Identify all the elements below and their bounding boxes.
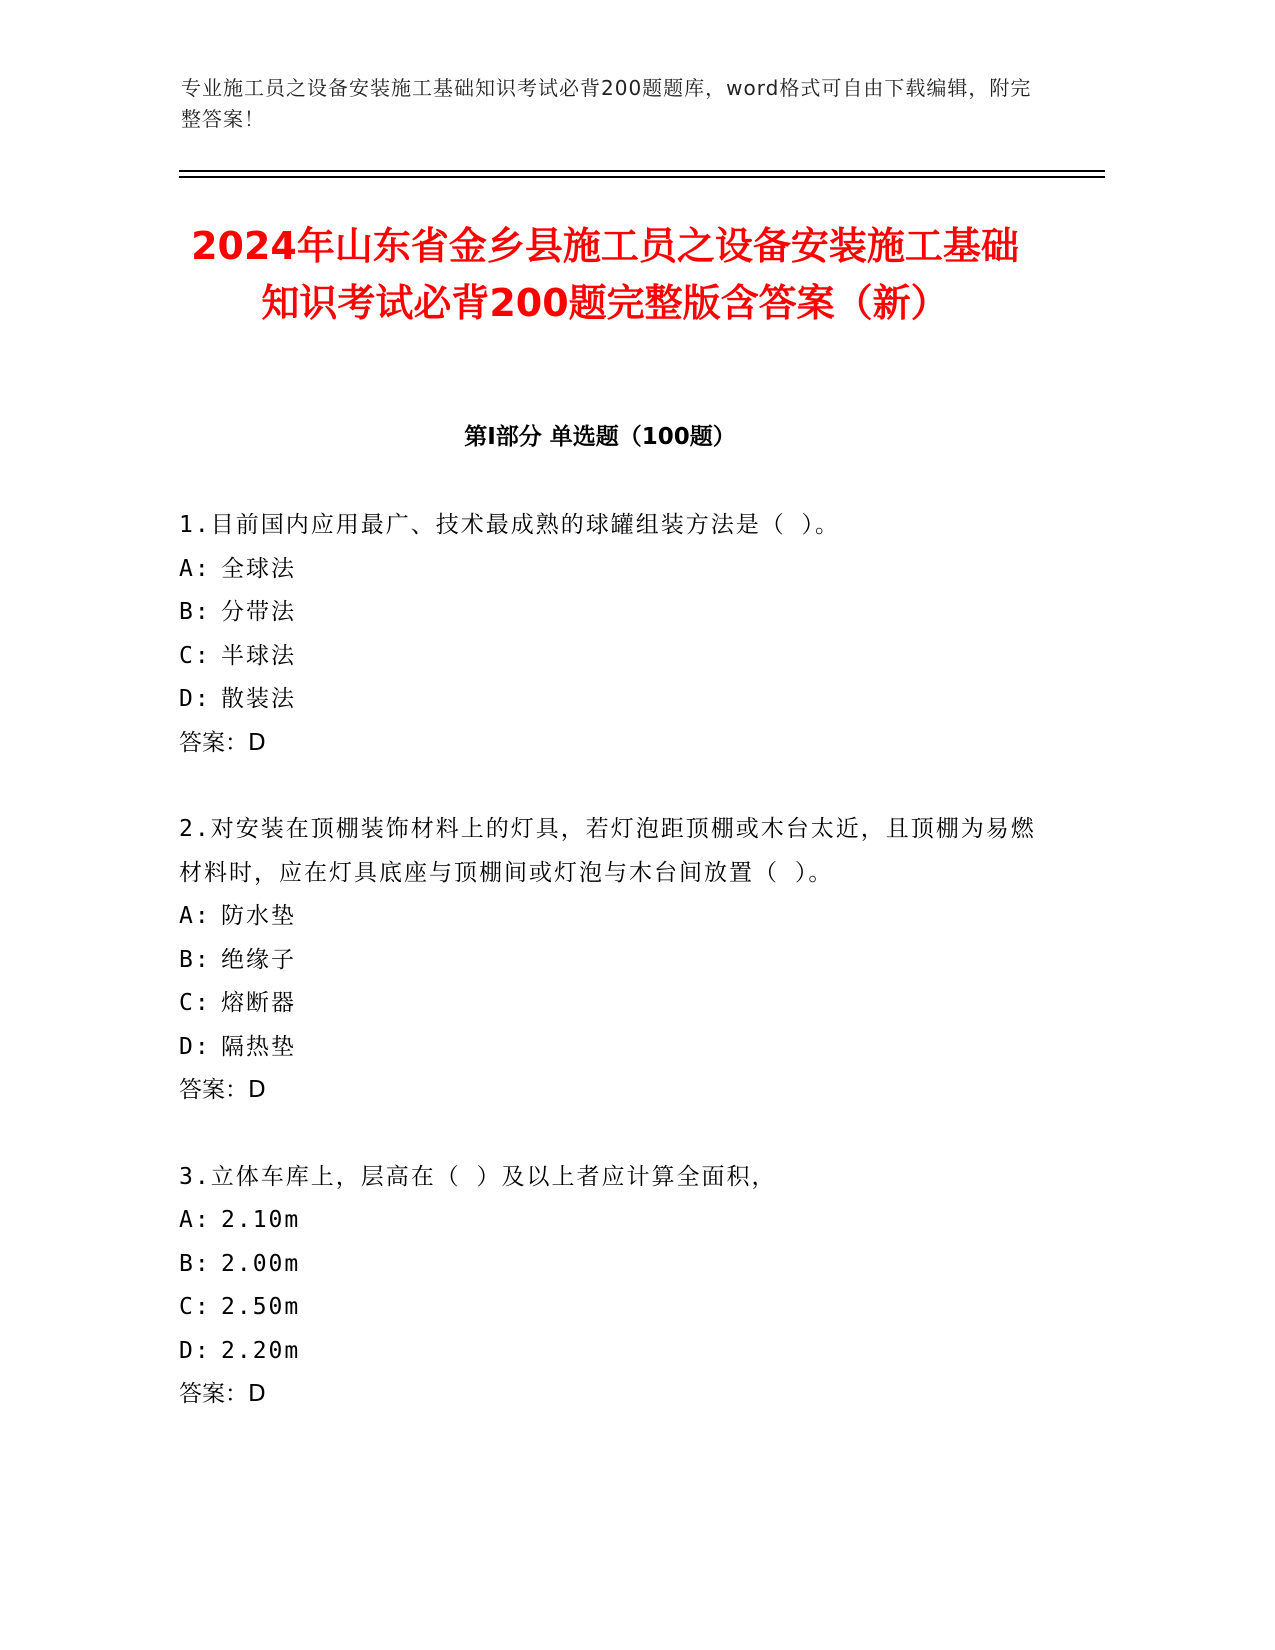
option-b: [179, 939, 1039, 983]
question-3: [179, 1156, 1039, 1417]
answer-line: 答案：D: [179, 1381, 266, 1407]
option-text: 2.10m: [221, 1207, 301, 1233]
option-letter: D:: [179, 686, 211, 712]
option-text: 分带法: [221, 599, 296, 625]
header-rule-top: [179, 170, 1105, 172]
question-stem: 1.目前国内应用最广、技术最成熟的球罐组装方法是（ ）。: [179, 512, 841, 538]
option-text: 隔热垫: [221, 1033, 296, 1060]
answer-line: 答案：D: [179, 729, 266, 756]
question-1: [179, 504, 1039, 765]
option-text: 散装法: [221, 686, 296, 712]
option-c: [179, 1286, 1039, 1330]
question-stem: 2.对安装在顶棚装饰材料上的灯具，若灯泡距顶棚或木台太近，且顶棚为易燃材料时，应在灯具底座与顶棚间或灯泡与木台间放置（ ）。: [179, 816, 1036, 886]
header-rule-bottom: [179, 176, 1105, 178]
question-2: [179, 808, 1039, 1113]
option-letter: A:: [179, 555, 211, 582]
option-text: 全球法: [221, 555, 296, 582]
option-letter: D:: [179, 1033, 211, 1060]
option-text: 2.20m: [221, 1337, 301, 1364]
option-letter: C:: [179, 990, 211, 1016]
option-letter: B:: [179, 946, 211, 973]
option-letter: A:: [179, 903, 211, 929]
option-letter: B:: [179, 599, 211, 625]
option-text: 2.00m: [221, 1250, 301, 1277]
header-note: 专业施工员之设备安装施工基础知识考试必背200题题库，word格式可自由下载编辑，附完整答案！: [181, 76, 1032, 131]
option-d: [179, 678, 1039, 722]
option-text: 2.50m: [221, 1294, 301, 1320]
section-title: 第Ⅰ部分 单选题（100题）: [464, 424, 736, 450]
option-text: 绝缘子: [221, 946, 296, 973]
question-stem: 3.立体车库上，层高在（ ）及以上者应计算全面积，: [179, 1163, 777, 1190]
answer-line: 答案：D: [179, 1077, 266, 1103]
option-a: [179, 1199, 1039, 1243]
question-list: [179, 504, 1039, 1460]
option-a: [179, 548, 1039, 592]
option-letter: B:: [179, 1250, 211, 1277]
document-title: 2024年山东省金乡县施工员之设备安装施工基础知识考试必背200题完整版含答案（新）: [191, 224, 1019, 325]
option-a: [179, 895, 1039, 939]
option-text: 半球法: [221, 642, 296, 669]
option-b: [179, 1243, 1039, 1287]
option-b: [179, 591, 1039, 635]
option-c: [179, 635, 1039, 679]
option-d: [179, 1330, 1039, 1374]
option-letter: C:: [179, 1294, 211, 1320]
option-letter: A:: [179, 1207, 211, 1233]
option-letter: D:: [179, 1337, 211, 1364]
option-text: 防水垫: [221, 903, 296, 929]
option-text: 熔断器: [221, 990, 296, 1016]
option-letter: C:: [179, 642, 211, 669]
option-c: [179, 982, 1039, 1026]
option-d: [179, 1026, 1039, 1070]
